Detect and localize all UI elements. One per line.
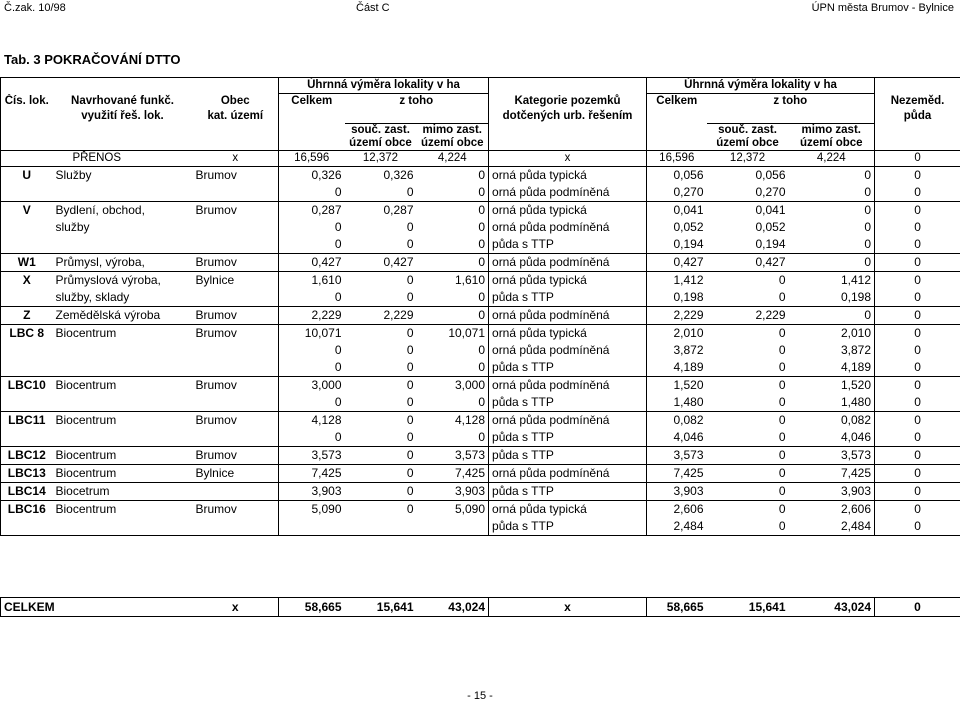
cell-celkem2: 3,573 xyxy=(647,447,707,465)
table-row xyxy=(1,254,960,272)
col-ztoho-2: z toho xyxy=(707,94,875,124)
cell-kategorie: orná půda podmíněná xyxy=(489,307,647,325)
cell-mimo2: 0 xyxy=(789,307,875,325)
total-label: CELKEM xyxy=(1,598,193,617)
cell-mimo: 0 0 0 xyxy=(417,202,489,254)
cell-mimo: 3,903 xyxy=(417,483,489,501)
cell-id: W1 xyxy=(1,254,53,272)
cell-souc2: 0 xyxy=(707,483,789,501)
prenos-celkem2: 16,596 xyxy=(647,151,707,167)
group-header-1: Úhrnná výměra lokality v ha xyxy=(279,78,489,94)
cell-celkem: 7,425 xyxy=(279,465,345,483)
cell-souc2: 0 0 xyxy=(707,501,789,536)
cell-id: LBC13 xyxy=(1,465,53,483)
cell-souc: 0,287 0 0 xyxy=(345,202,417,254)
cell-mimo: 0 0 xyxy=(417,167,489,202)
cell-nez: 0 0 xyxy=(875,412,960,447)
cell-obec: Bylnice xyxy=(193,272,279,307)
cell-nez: 0 xyxy=(875,447,960,465)
col-cis-lok: Čís. lok. xyxy=(1,94,53,124)
cell-mimo2: 7,425 xyxy=(789,465,875,483)
cell-id: LBC14 xyxy=(1,483,53,501)
col-celkem-1: Celkem xyxy=(279,94,345,124)
total-mimo: 43,024 xyxy=(417,598,489,617)
total-row xyxy=(0,597,960,617)
cell-obec xyxy=(193,483,279,501)
cell-souc: 0 xyxy=(345,483,417,501)
cell-func: Biocentrum xyxy=(53,501,193,536)
table-row xyxy=(1,501,960,536)
total-souc: 15,641 xyxy=(345,598,417,617)
cell-souc: 0 0 xyxy=(345,272,417,307)
cell-obec: Bylnice xyxy=(193,465,279,483)
cell-id: V xyxy=(1,202,53,254)
cell-nez: 0 0 xyxy=(875,167,960,202)
header-center: Část C xyxy=(356,2,390,14)
cell-mimo2: 2,010 3,872 4,189 xyxy=(789,325,875,377)
cell-celkem: 2,229 xyxy=(279,307,345,325)
cell-kategorie: orná půda typická orná půda podmíněná půda s TTP xyxy=(489,325,647,377)
cell-souc2: 0,056 0,270 xyxy=(707,167,789,202)
prenos-celkem: 16,596 xyxy=(279,151,345,167)
cell-nez: 0 xyxy=(875,254,960,272)
cell-nez: 0 xyxy=(875,307,960,325)
cell-mimo2: 2,606 2,484 xyxy=(789,501,875,536)
cell-souc: 0,427 xyxy=(345,254,417,272)
header-right: ÚPN města Brumov - Bylnice xyxy=(811,2,954,14)
cell-mimo: 10,071 0 0 xyxy=(417,325,489,377)
cell-celkem2: 2,606 2,484 xyxy=(647,501,707,536)
cell-mimo: 3,573 xyxy=(417,447,489,465)
table-row xyxy=(1,377,960,412)
cell-obec: Brumov xyxy=(193,377,279,412)
cell-mimo: 7,425 xyxy=(417,465,489,483)
cell-celkem: 3,573 xyxy=(279,447,345,465)
cell-obec: Brumov xyxy=(193,167,279,202)
cell-kategorie: orná půda typická orná půda podmíněná půda s TTP xyxy=(489,202,647,254)
cell-celkem2: 0,082 4,046 xyxy=(647,412,707,447)
cell-celkem2: 0,427 xyxy=(647,254,707,272)
cell-celkem2: 3,903 xyxy=(647,483,707,501)
cell-mimo2: 0 0 xyxy=(789,167,875,202)
total-souc2: 15,641 xyxy=(707,598,789,617)
header-left: Č.zak. 10/98 xyxy=(4,2,66,14)
total-celkem: 58,665 xyxy=(279,598,345,617)
cell-mimo2: 1,412 0,198 xyxy=(789,272,875,307)
prenos-x1: x xyxy=(193,151,279,167)
cell-func: Zemědělská výroba xyxy=(53,307,193,325)
cell-celkem: 0,287 0 0 xyxy=(279,202,345,254)
cell-kategorie: orná půda podmíněná půda s TTP xyxy=(489,412,647,447)
cell-id: Z xyxy=(1,307,53,325)
cell-func: Biocentrum xyxy=(53,447,193,465)
total-nez: 0 xyxy=(875,598,960,617)
cell-kategorie: orná půda podmíněná xyxy=(489,465,647,483)
table-row xyxy=(1,412,960,447)
cell-mimo: 3,000 0 xyxy=(417,377,489,412)
cell-id: U xyxy=(1,167,53,202)
prenos-mimo: 4,224 xyxy=(417,151,489,167)
cell-kategorie: orná půda typická půda s TTP xyxy=(489,501,647,536)
cell-nez: 0 0 xyxy=(875,377,960,412)
cell-func: Biocentrum xyxy=(53,412,193,447)
cell-func: Biocentrum xyxy=(53,377,193,412)
cell-souc2: 2,229 xyxy=(707,307,789,325)
cell-souc: 0 xyxy=(345,501,417,536)
table-row xyxy=(1,307,960,325)
prenos-row xyxy=(1,151,960,167)
cell-celkem2: 0,056 0,270 xyxy=(647,167,707,202)
prenos-souc2: 12,372 xyxy=(707,151,789,167)
table-body xyxy=(1,167,960,536)
table-row xyxy=(1,272,960,307)
cell-kategorie: půda s TTP xyxy=(489,447,647,465)
cell-souc: 0 xyxy=(345,465,417,483)
cell-kategorie: orná půda typická orná půda podmíněná xyxy=(489,167,647,202)
col-funkce: Navrhované funkč. využití řeš. lok. xyxy=(71,94,174,122)
cell-obec: Brumov xyxy=(193,325,279,377)
col-souc-2: souč. zast. území obce xyxy=(707,124,789,151)
cell-souc: 0 0 0 xyxy=(345,325,417,377)
cell-kategorie: orná půda podmíněná xyxy=(489,254,647,272)
cell-celkem2: 1,412 0,198 xyxy=(647,272,707,307)
cell-id: X xyxy=(1,272,53,307)
table-row xyxy=(1,202,960,254)
cell-id: LBC 8 xyxy=(1,325,53,377)
col-obec: Obec kat. území xyxy=(193,94,279,124)
col-mimo-1: mimo zast. území obce xyxy=(417,124,489,151)
cell-obec: Brumov xyxy=(193,202,279,254)
cell-souc: 0,326 0 xyxy=(345,167,417,202)
col-nezemed: Nezeměd. půda xyxy=(875,94,960,124)
cell-id: LBC10 xyxy=(1,377,53,412)
cell-func: Biocentrum xyxy=(53,465,193,483)
cell-celkem: 3,000 0 xyxy=(279,377,345,412)
cell-nez: 0 0 xyxy=(875,501,960,536)
cell-celkem2: 0,041 0,052 0,194 xyxy=(647,202,707,254)
cell-mimo: 0 xyxy=(417,307,489,325)
page-number: - 15 - xyxy=(467,690,493,702)
cell-celkem: 5,090 xyxy=(279,501,345,536)
cell-func: Služby xyxy=(53,167,193,202)
cell-id: LBC12 xyxy=(1,447,53,465)
table-row xyxy=(1,483,960,501)
cell-celkem: 0,326 0 xyxy=(279,167,345,202)
cell-celkem2: 2,229 xyxy=(647,307,707,325)
cell-func: Průmysl, výroba, xyxy=(53,254,193,272)
cell-nez: 0 0 0 xyxy=(875,325,960,377)
prenos-mimo2: 4,224 xyxy=(789,151,875,167)
col-souc-1: souč. zast. území obce xyxy=(345,124,417,151)
cell-nez: 0 xyxy=(875,465,960,483)
cell-celkem: 10,071 0 0 xyxy=(279,325,345,377)
cell-mimo2: 1,520 1,480 xyxy=(789,377,875,412)
prenos-label: PŘENOS xyxy=(1,151,193,167)
col-celkem-2: Celkem xyxy=(647,94,707,124)
cell-mimo2: 0 xyxy=(789,254,875,272)
cell-celkem2: 2,010 3,872 4,189 xyxy=(647,325,707,377)
cell-func: Biocetrum xyxy=(53,483,193,501)
cell-souc2: 0 0 xyxy=(707,377,789,412)
cell-kategorie: půda s TTP xyxy=(489,483,647,501)
cell-obec: Brumov xyxy=(193,447,279,465)
cell-func: Průmyslová výroba, služby, sklady xyxy=(53,272,193,307)
cell-func: Biocentrum xyxy=(53,325,193,377)
cell-mimo2: 0,082 4,046 xyxy=(789,412,875,447)
cell-souc2: 0 0 xyxy=(707,412,789,447)
cell-kategorie: orná půda podmíněná půda s TTP xyxy=(489,377,647,412)
cell-mimo: 4,128 0 xyxy=(417,412,489,447)
cell-souc2: 0 xyxy=(707,447,789,465)
prenos-x2: x xyxy=(489,151,647,167)
table-header xyxy=(1,78,960,167)
cell-celkem: 1,610 0 xyxy=(279,272,345,307)
cell-mimo: 5,090 xyxy=(417,501,489,536)
table-row xyxy=(1,465,960,483)
cell-mimo2: 0 0 0 xyxy=(789,202,875,254)
cell-mimo2: 3,903 xyxy=(789,483,875,501)
cell-souc2: 0 xyxy=(707,465,789,483)
total-celkem2: 58,665 xyxy=(647,598,707,617)
cell-obec: Brumov xyxy=(193,254,279,272)
cell-souc2: 0,427 xyxy=(707,254,789,272)
cell-obec: Brumov xyxy=(193,412,279,447)
cell-obec: Brumov xyxy=(193,307,279,325)
cell-celkem: 0,427 xyxy=(279,254,345,272)
col-kategorie: Kategorie pozemků dotčených urb. řešením xyxy=(489,94,647,124)
cell-mimo: 0 xyxy=(417,254,489,272)
prenos-souc: 12,372 xyxy=(345,151,417,167)
col-ztoho-1: z toho xyxy=(345,94,489,124)
prenos-nez: 0 xyxy=(875,151,960,167)
table-row xyxy=(1,447,960,465)
cell-id: LBC11 xyxy=(1,412,53,447)
cell-souc: 2,229 xyxy=(345,307,417,325)
cell-nez: 0 0 0 xyxy=(875,202,960,254)
cell-souc2: 0 0 0 xyxy=(707,325,789,377)
running-header xyxy=(0,2,960,16)
total-mimo2: 43,024 xyxy=(789,598,875,617)
cell-souc: 0 xyxy=(345,447,417,465)
cell-nez: 0 xyxy=(875,483,960,501)
table-title: Tab. 3 POKRAČOVÁNÍ DTTO xyxy=(4,52,181,67)
table-row xyxy=(1,325,960,377)
cell-souc2: 0 0 xyxy=(707,272,789,307)
cell-mimo: 1,610 0 xyxy=(417,272,489,307)
total-x1: x xyxy=(193,598,279,617)
cell-obec: Brumov xyxy=(193,501,279,536)
col-mimo-2: mimo zast. území obce xyxy=(789,124,875,151)
cell-souc: 0 0 xyxy=(345,412,417,447)
cell-celkem: 4,128 0 xyxy=(279,412,345,447)
cell-celkem2: 1,520 1,480 xyxy=(647,377,707,412)
cell-celkem: 3,903 xyxy=(279,483,345,501)
total-x2: x xyxy=(489,598,647,617)
cell-func: Bydlení, obchod, služby xyxy=(53,202,193,254)
cell-nez: 0 0 xyxy=(875,272,960,307)
group-header-2: Úhrnná výměra lokality v ha xyxy=(647,78,875,94)
area-table xyxy=(0,77,960,536)
cell-mimo2: 3,573 xyxy=(789,447,875,465)
cell-celkem2: 7,425 xyxy=(647,465,707,483)
cell-kategorie: orná půda typická půda s TTP xyxy=(489,272,647,307)
cell-id: LBC16 xyxy=(1,501,53,536)
cell-souc: 0 0 xyxy=(345,377,417,412)
cell-souc2: 0,041 0,052 0,194 xyxy=(707,202,789,254)
table-row xyxy=(1,167,960,202)
